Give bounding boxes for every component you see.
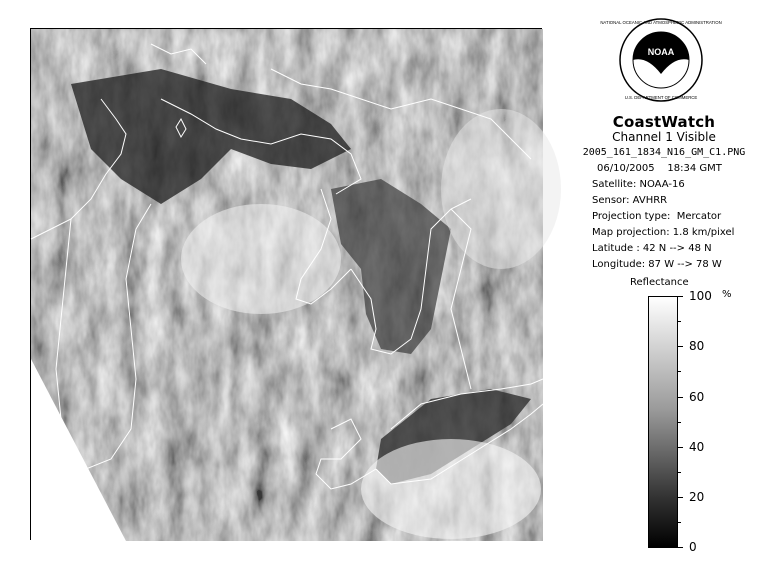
time-value: 18:34 GMT — [667, 163, 722, 174]
cloud-bright-3 — [441, 109, 561, 269]
date-value: 06/10/2005 — [597, 163, 655, 174]
legend-unit: % — [722, 289, 732, 300]
satellite-line: Satellite: NOAA-16 — [592, 179, 685, 190]
logo-ring-top-text: NATIONAL OCEANIC AND ATMOSPHERIC ADMINISTRATION — [600, 20, 722, 25]
legend-tick-label: 40 — [689, 440, 705, 454]
legend-minor-tick — [677, 422, 681, 423]
legend-minor-tick — [677, 522, 681, 523]
sensor-line: Sensor: AVHRR — [592, 195, 668, 206]
legend-tick-label: 80 — [689, 339, 705, 353]
legend-tick-label: 60 — [689, 390, 705, 404]
latitude-line: Latitude : 42 N --> 48 N — [592, 243, 712, 254]
file-name: 2005_161_1834_N16_GM_C1.PNG — [582, 147, 746, 158]
legend-tick-label: 0 — [689, 540, 697, 554]
noaa-logo — [600, 18, 722, 102]
logo-text: NOAA — [647, 47, 675, 57]
legend-minor-tick — [677, 371, 681, 372]
legend-tick-label: 100 — [689, 289, 712, 303]
legend-minor-tick — [677, 321, 681, 322]
cloud-bright-2 — [361, 439, 541, 539]
legend-tick — [677, 497, 683, 498]
legend-minor-tick — [677, 472, 681, 473]
projection-type-line: Projection type: Mercator — [592, 211, 722, 222]
satellite-image — [30, 28, 542, 540]
legend-tick — [677, 296, 683, 297]
map-projection-line: Map projection: 1.8 km/pixel — [592, 227, 735, 238]
legend-tick — [677, 447, 683, 448]
legend-tick — [677, 346, 683, 347]
reflectance-colorbar — [648, 296, 678, 548]
longitude-line: Longitude: 87 W --> 78 W — [592, 259, 722, 270]
legend-tick — [677, 547, 683, 548]
legend-tick-label: 20 — [689, 490, 705, 504]
legend-tick — [677, 397, 683, 398]
satellite-image-svg — [31, 29, 543, 541]
cloud-bright-1 — [181, 204, 341, 314]
logo-ring-bottom-text: U.S. DEPARTMENT OF COMMERCE — [624, 95, 698, 100]
channel-label: Channel 1 Visible — [612, 130, 716, 144]
brand-title: CoastWatch — [612, 113, 716, 131]
date-time-line — [597, 163, 722, 174]
legend-title: Reflectance — [630, 277, 689, 288]
